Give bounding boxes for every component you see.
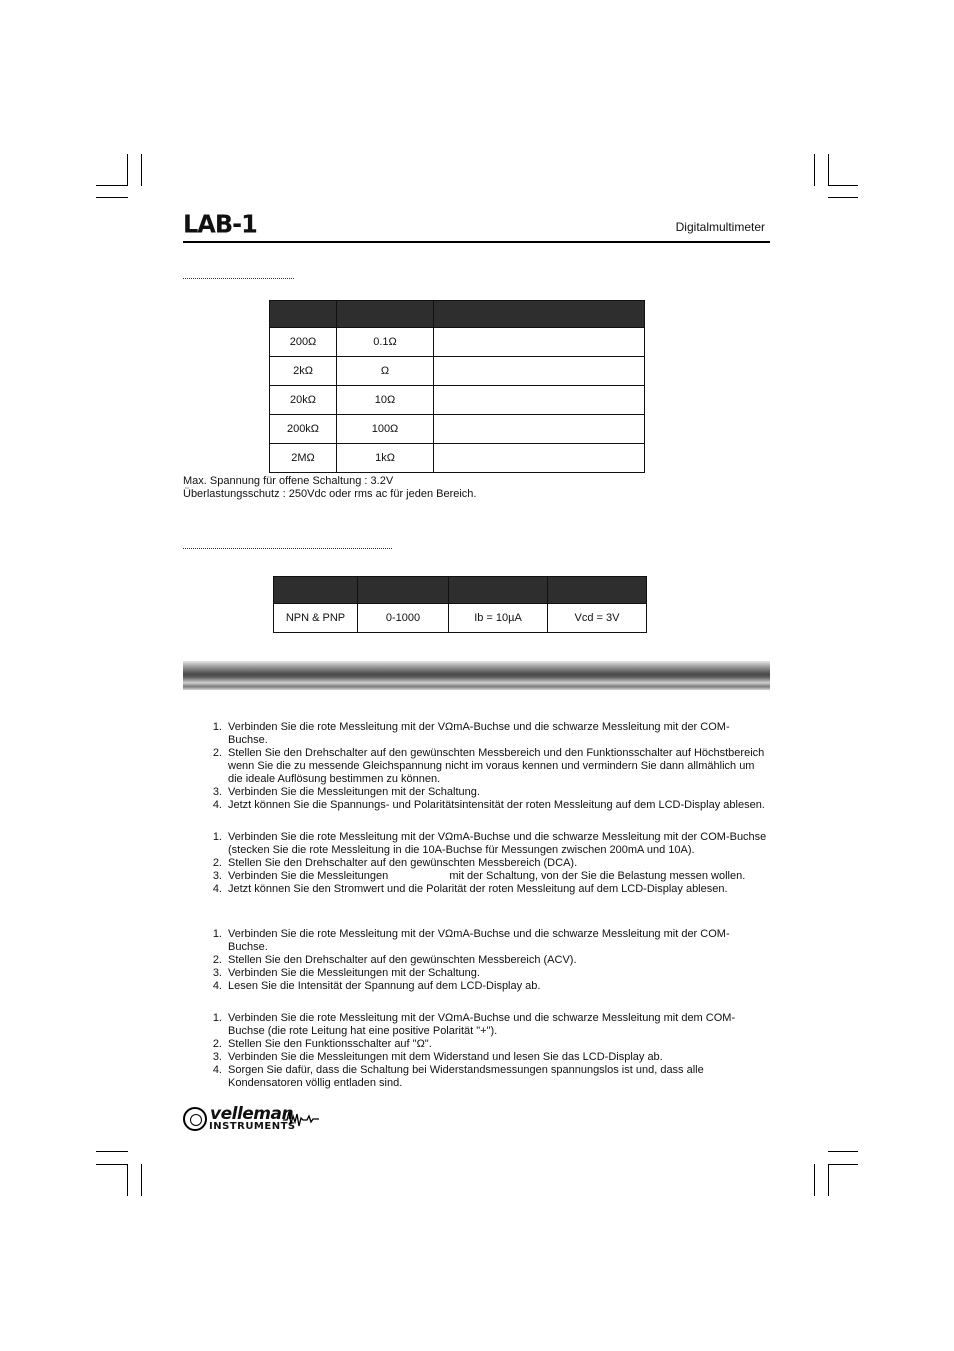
range-cell: 2kΩ [270, 357, 337, 386]
section-heading-placeholder [183, 548, 392, 549]
resolution-cell: 100Ω [337, 415, 434, 444]
brand-subtitle: INSTRUMENTS [209, 1121, 296, 1132]
voltage-cell: Vcd = 3V [548, 604, 647, 633]
dcv-steps-list [208, 721, 768, 812]
waveform-icon [283, 1108, 319, 1128]
brand-name: velleman [210, 1104, 294, 1124]
list-item: 1. Verbinden Sie die rote Messleitung mit der VΩmA-Buchse und die schwarze Messleitung mit der COM-Buchse. [212, 721, 730, 746]
lab1-logo: LAB-1 [183, 209, 257, 239]
list-item: 2. Stellen Sie den Drehschalter auf den gewünschten Messbereich (DCA). [212, 857, 578, 869]
list-item: 4. Jetzt können Sie die Spannungs- und Polaritätsintensität der roten Messleitung auf dem LCD-Display ablesen. [212, 799, 765, 811]
header-rule [183, 241, 770, 243]
velleman-instruments-logo [183, 1106, 319, 1134]
open-circuit-voltage-note: Max. Spannung für offene Schaltung : 3.2V [183, 475, 394, 487]
ohm-steps-list [208, 1012, 768, 1090]
list-item: 3. Verbinden Sie die Messleitungen mit der Schaltung. [212, 786, 480, 798]
range-cell: 20kΩ [270, 386, 337, 415]
resolution-cell: Ω [337, 357, 434, 386]
list-item: 2. Stellen Sie den Drehschalter auf den gewünschten Messbereich und den Funktionsschalter auf Höchstbereich wenn Sie die zu messende Gleichspannung nicht im voraus kennen und vermindern Sie dann allmählich um die ideale Auflösung bestimmen zu können. [212, 747, 765, 785]
list-item: 3. Verbinden Sie die Messleitungen mit der Schaltung, von der Sie die Belastung messen wollen. [212, 870, 746, 882]
list-item: 1. Verbinden Sie die rote Messleitung mit der VΩmA-Buchse und die schwarze Messleitung mit der COM-Buchse. [212, 928, 730, 953]
list-item: 4. Lesen Sie die Intensität der Spannung auf dem LCD-Display ab. [212, 980, 541, 992]
transistor-type-cell: NPN & PNP [274, 604, 358, 633]
range-cell: 200kΩ [270, 415, 337, 444]
list-item: 3. Verbinden Sie die Messleitungen mit dem Widerstand und lesen Sie das LCD-Display ab. [212, 1051, 663, 1063]
list-item: 3. Verbinden Sie die Messleitungen mit der Schaltung. [212, 967, 480, 979]
table-header-row [274, 577, 647, 604]
list-item: 1. Verbinden Sie die rote Messleitung mit der VΩmA-Buchse und die schwarze Messleitung mit dem COM-Buchse (die rote Leitung hat eine positive Polarität "+"). [212, 1012, 736, 1037]
list-item: 4. Jetzt können Sie den Stromwert und die Polarität der roten Messleitung auf dem LCD-Display ablesen. [212, 883, 728, 895]
list-item: 1. Verbinden Sie die rote Messleitung mit der VΩmA-Buchse und die schwarze Messleitung mit der COM-Buchse (stecken Sie die rote Messleitung in die 10A-Buchse für Messungen zwischen 200mA und 10A). [212, 831, 767, 856]
table-row [270, 415, 645, 444]
list-item: 2. Stellen Sie den Drehschalter auf den gewünschten Messbereich (ACV). [212, 954, 577, 966]
base-current-cell: Ib = 10µA [449, 604, 548, 633]
table-row [270, 386, 645, 415]
section-banner [183, 661, 770, 690]
resistance-spec-table [269, 300, 645, 473]
hfe-range-cell: 0-1000 [358, 604, 449, 633]
table-row [270, 444, 645, 473]
document-title: Digitalmultimeter [675, 220, 765, 234]
table-header-row [270, 301, 645, 328]
section-heading-placeholder [183, 278, 294, 279]
range-cell: 2MΩ [270, 444, 337, 473]
table-row [274, 604, 647, 633]
list-item: 2. Stellen Sie den Funktionsschalter auf "Ω". [212, 1038, 432, 1050]
range-cell: 200Ω [270, 328, 337, 357]
resolution-cell: 1kΩ [337, 444, 434, 473]
hfe-spec-table [273, 576, 647, 633]
dca-steps-list [208, 831, 768, 896]
table-row [270, 357, 645, 386]
seal-icon [183, 1107, 207, 1131]
overload-protection-note: Überlastungsschutz : 250Vdc oder rms ac für jeden Bereich. [183, 488, 477, 500]
acv-steps-list [208, 928, 768, 993]
resolution-cell: 10Ω [337, 386, 434, 415]
resolution-cell: 0.1Ω [337, 328, 434, 357]
list-item: 4. Sorgen Sie dafür, dass die Schaltung bei Widerstandsmessungen spannungslos ist und, dass alle Kondensatoren völlig entladen sind. [212, 1064, 704, 1089]
table-row [270, 328, 645, 357]
